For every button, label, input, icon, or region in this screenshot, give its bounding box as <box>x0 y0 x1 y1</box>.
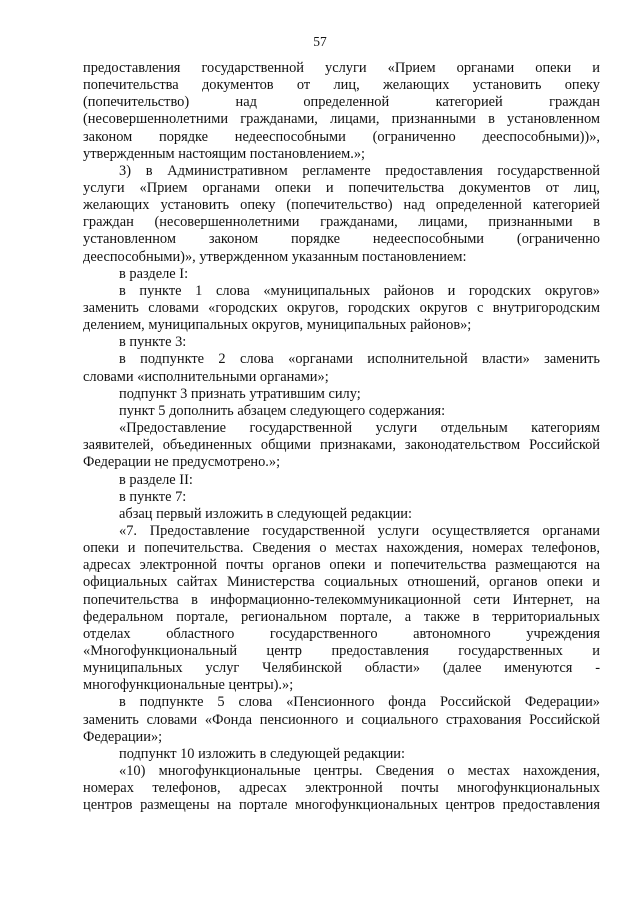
text-line: 3) в Административном регламенте предоставления государственной <box>119 162 600 179</box>
text-line: дееспособными)», утвержденном указанным постановлением: <box>83 248 467 265</box>
text-line: Федерации не предусмотрено.»; <box>83 454 281 471</box>
text-line: подпункт 10 изложить в следующей редакции: <box>119 745 405 762</box>
text-line: (попечительство) над определенной категорией граждан <box>83 94 600 111</box>
text-line: Федерации»; <box>83 728 163 745</box>
text-line: попечительства в информационно-телекоммуникационной сети Интернет, на <box>83 591 600 608</box>
text-line: адресах электронной почты органов опеки и попечительства размещаются на <box>83 557 600 574</box>
text-line: в разделе I: <box>119 265 189 282</box>
text-line: услуги «Прием органами опеки и попечительства документов от лиц, <box>83 180 600 196</box>
text-line: муниципальных услуг Челябинской области» (далее именуются - <box>83 660 600 677</box>
text-line: в пункте 3: <box>119 334 187 351</box>
text-line: абзац первый изложить в следующей редакции: <box>119 505 413 522</box>
text-line: в пункте 7: <box>119 488 187 505</box>
text-line: в подпункте 2 слова «органами исполнительной власти» заменить <box>119 351 600 368</box>
text-line: заменить словами «Фонда пенсионного и социального страхования Российской <box>83 711 600 728</box>
text-line: словами «исполнительными органами»; <box>83 368 329 385</box>
document-body <box>83 60 600 814</box>
text-line: отделах областного государственного автономного учреждения <box>83 625 600 642</box>
text-line: (несовершеннолетними гражданами, лицами, признанными в установленном <box>83 111 600 128</box>
text-line: граждан (несовершеннолетними гражданами, лицами, признанными в <box>83 214 600 231</box>
text-line: пункт 5 дополнить абзацем следующего содержания: <box>119 402 446 419</box>
text-line: «10) многофункциональные центры. Сведения о местах нахождения, <box>119 763 600 779</box>
text-line: центров размещены на портале многофункциональных центров предоставления <box>83 797 600 814</box>
text-line: предоставления государственной услуги «Прием органами опеки и <box>83 60 600 76</box>
text-line: законом порядке недееспособными (ограниченно дееспособными))», <box>83 128 600 145</box>
text-line: утвержденным настоящим постановлением.»; <box>83 145 366 162</box>
text-line: номерах телефонов, адресах электронной почты многофункциональных <box>83 780 600 797</box>
text-line: в разделе II: <box>119 471 193 488</box>
text-line: «Многофункциональный центр предоставления государственных и <box>83 642 600 659</box>
text-line: в подпункте 5 слова «Пенсионного фонда Российской Федерации» <box>119 694 600 711</box>
text-line: заменить словами «городских округов, городских округов с внутригородским <box>83 300 600 317</box>
text-line: делением, муниципальных округов, муниципальных районов»; <box>83 317 472 334</box>
text-line: попечительства документов от лиц, желающих установить опеку <box>83 77 600 94</box>
text-line: официальных сайтах Министерства социальных отношений, органов опеки и <box>83 574 600 591</box>
text-line: подпункт 3 признать утратившим силу; <box>119 385 361 402</box>
page-number: 57 <box>313 34 327 49</box>
text-line: «Предоставление государственной услуги отдельным категориям <box>119 420 600 437</box>
text-line: желающих установить опеку (попечительство) над определенной категорией <box>83 197 600 214</box>
text-line: многофункциональные центры).»; <box>83 677 294 694</box>
text-line: заявителей, объединенных общими признаками, законодательством Российской <box>83 437 600 454</box>
text-line: «7. Предоставление государственной услуги осуществляется органами <box>119 522 600 539</box>
text-line: опеки и попечительства. Сведения о местах нахождения, номерах телефонов, <box>83 540 600 557</box>
text-line: в пункте 1 слова «муниципальных районов и городских округов» <box>119 282 600 299</box>
text-line: федеральном портале, региональном портале, а также в территориальных <box>83 608 600 625</box>
text-line: установленном законом порядке недееспособными (ограниченно <box>83 231 600 248</box>
